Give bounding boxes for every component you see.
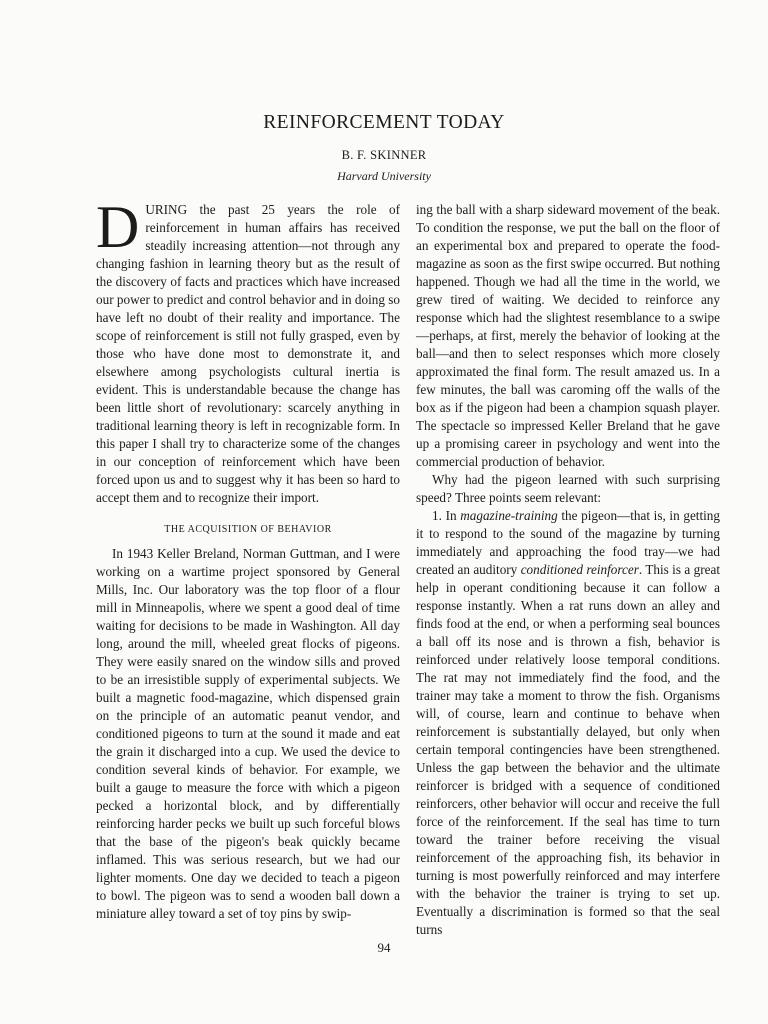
author-name: B. F. SKINNER — [341, 148, 427, 162]
emphasis-term: magazine-training — [460, 508, 558, 523]
emphasis-term: conditioned reinforcer — [520, 562, 639, 577]
page-number: 94 — [377, 940, 391, 955]
intro-paragraph — [96, 194, 400, 507]
body-paragraph — [416, 507, 720, 939]
body-paragraph: In 1943 Keller Breland, Norman Guttman, and I were working on a wartime project sponsored by General Mills, Inc. Our laboratory was the top floor of a flour mill in Minneapolis, where we spent a good deal of time waiting for decisions to be made in Washington. All day long, around the mill, wheeled great flocks of pigeons. They were easily snared on the window sills and proved to be an irresistible supply of experimental subjects. We built a magnetic food-magazine, which dispensed grain on the principle of an automatic peanut vendor, and conditioned pigeons to turn at the sound it made and eat the grain it discharged into a cup. We used the device to condition several kinds of behavior. For example, we built a gauge to measure the force with which a pigeon pecked a horizontal block, and by differentially reinforcing harder pecks we built up such forceful blows that the base of the pigeon's beak quickly became inflamed. This was serious research, but we had our lighter moments. One day we decided to teach a pigeon to bowl. The pigeon was to send a wooden ball down a miniature alley toward a set of toy pins by swip- — [96, 546, 400, 921]
text-run: 1. In — [432, 508, 461, 523]
left-column — [96, 194, 400, 923]
text-run: . This is a great help in operant conditioning because it can follow a response instantly. When a rat runs down an alley and finds food at the end, or when a performing seal bounces a ball off its nose and is thrown a fish, behavior is reinforced under relatively loose temporal conditions. The rat may not immediately find the food, and the trainer may take a moment to throw the fish. Organisms will, of course, learn and continue to behave when reinforcement is substantially delayed, but only when certain temporal contingencies have been strengthened. Unless the gap between the behavior and the ultimate reinforcer is bridged with a sequence of conditioned reinforcers, other behavior will occur and receive the full force of the reinforcement. If the seal has time to turn toward the trainer before receiving the visual reinforcement of the approaching fish, its behavior in turning is most powerfully reinforced and may interfere with the behavior the trainer is trying to set up. Eventually a discrimination is formed so that the seal turns — [416, 562, 720, 937]
body-paragraph: Why had the pigeon learned with such surprising speed? Three points seem relevant: — [416, 472, 720, 505]
article-title: REINFORCEMENT TODAY — [263, 112, 505, 133]
intro-text: URING the past 25 years the role of reinforcement in human affairs has received steadily increasing attention—not through any changing fashion in learning theory but as the result of the discovery of facts and practices which have increased our power to predict and control behavior and in doing so have left no doubt of their reality and importance. The scope of reinforcement is still not fully grasped, even by those who have done most to demonstrate it, and elsewhere among psychologists cultural inertia is evident. This is understandable because the change has been little short of revolutionary: scarcely anything in traditional learning theory is left in recognizable form. In this paper I shall try to characterize some of the changes in our conception of reinforcement which have been forced upon us and to suggest why it has been so hard to accept them and to recognize their import. — [96, 202, 400, 505]
text-run: the pigeon—that is, in getting it to respond to the sound of the magazine by turning immediately and approaching the food tray—we had created an auditory — [416, 508, 720, 577]
section-heading: THE ACQUISITION OF BEHAVIOR — [164, 524, 332, 535]
drop-cap: D — [96, 194, 140, 260]
author-affiliation: Harvard University — [337, 169, 431, 183]
right-column — [416, 201, 720, 939]
body-paragraph: ing the ball with a sharp sideward movement of the beak. To condition the response, we put the ball on the floor of an experimental box and prepared to operate the food-magazine as soon as the first swipe occurred. But nothing happened. Though we had all the time in the world, we grew tired of waiting. We decided to reinforce any response which had the slightest resemblance to a swipe—perhaps, at first, merely the behavior of looking at the ball—and then to select responses which more closely approximated the final form. The result amazed us. In a few minutes, the ball was caroming off the walls of the box as if the pigeon had been a champion squash player. The spectacle so impressed Keller Breland that he gave up a promising career in psychology and went into the commercial production of behavior. — [416, 202, 720, 469]
